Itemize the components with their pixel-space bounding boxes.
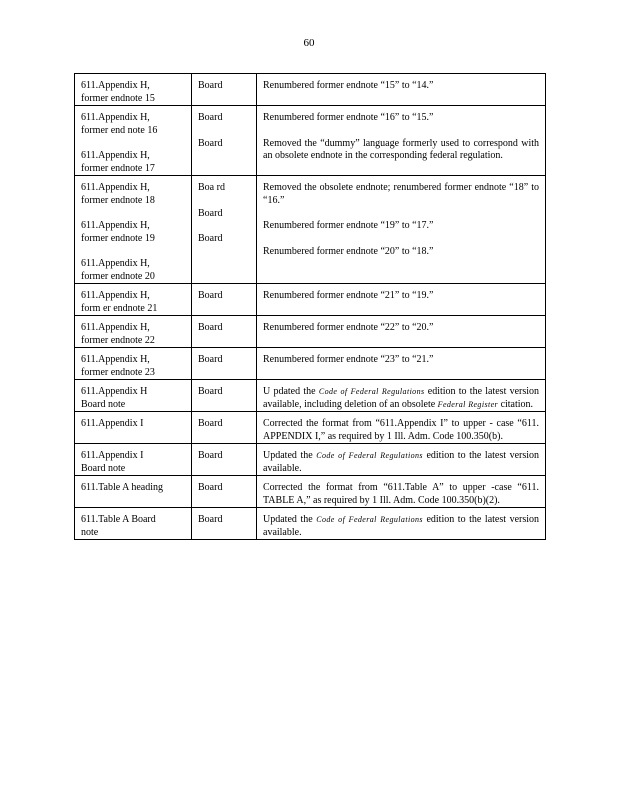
changes-table bbox=[74, 73, 546, 540]
change-source: Board bbox=[198, 233, 223, 244]
description-text: Renumbered former endnote “19” to “17.” bbox=[263, 220, 434, 231]
table-row bbox=[75, 106, 546, 176]
description-text: Updated the bbox=[263, 450, 317, 461]
change-source: Board bbox=[198, 482, 223, 493]
change-description bbox=[263, 482, 539, 507]
description-cell bbox=[257, 348, 546, 380]
change-source: Board bbox=[198, 137, 223, 149]
section-cell bbox=[75, 316, 192, 348]
section-cell bbox=[75, 380, 192, 412]
table-row bbox=[75, 412, 546, 444]
description-cell bbox=[257, 176, 546, 284]
description-text: Renumbered former endnote “21” to “19.” bbox=[263, 290, 434, 301]
table-row bbox=[75, 176, 546, 284]
section-reference: 611.Appendix H, form er endnote 21 bbox=[81, 290, 158, 314]
source-cell bbox=[192, 444, 257, 476]
description-text: Removed the obsolete endnote; renumbered former endnote “18” to “16.” bbox=[263, 182, 539, 206]
description-cell bbox=[257, 444, 546, 476]
description-text: edition to the latest version available, including deletion of an obsolete bbox=[263, 386, 540, 410]
change-source: Board bbox=[198, 514, 223, 525]
description-text: Removed the “dummy” language formerly used to correspond with an obsolete endnote in the corresponding federal regulation. bbox=[263, 137, 539, 161]
citation-title: Code of Federal Regulations bbox=[316, 515, 423, 524]
table-row bbox=[75, 348, 546, 380]
citation-title: Federal Register bbox=[437, 399, 499, 409]
section-reference: 611.Appendix H, former endnote 17 bbox=[81, 150, 155, 174]
source-cell bbox=[192, 412, 257, 444]
change-source: Board bbox=[198, 418, 223, 429]
description-text: Renumbered former endnote “22” to “20.” bbox=[263, 322, 434, 333]
section-reference: 611.Appendix H Board note bbox=[81, 386, 148, 410]
change-description bbox=[263, 322, 539, 335]
section-reference: 611.Table A Board note bbox=[81, 514, 156, 538]
section-cell bbox=[75, 508, 192, 540]
source-cell bbox=[192, 380, 257, 412]
description-text: edition to the latest version available. bbox=[263, 514, 540, 538]
source-cell bbox=[192, 348, 257, 380]
section-cell bbox=[75, 74, 192, 106]
description-cell bbox=[257, 106, 546, 176]
change-description bbox=[263, 386, 539, 411]
description-cell bbox=[257, 284, 546, 316]
description-cell bbox=[257, 476, 546, 508]
change-source: Boa rd bbox=[198, 182, 225, 193]
description-text: Corrected the format from “611.Table A” to upper -case “611. TABLE A,” as required by 1 Ill. Adm. Code 100.350(b)(2). bbox=[263, 482, 539, 506]
change-description bbox=[263, 112, 539, 125]
table-row bbox=[75, 74, 546, 106]
change-source: Board bbox=[198, 354, 223, 365]
source-cell bbox=[192, 476, 257, 508]
description-text: Updated the bbox=[263, 514, 317, 525]
description-text: Corrected the format from “611.Appendix I” to upper - case “611. APPENDIX I,” as required by 1 Ill. Adm. Code 100.350(b). bbox=[263, 418, 539, 442]
table-row bbox=[75, 476, 546, 508]
section-cell bbox=[75, 444, 192, 476]
citation-title: Code of Federal Regulations bbox=[316, 451, 423, 460]
change-description bbox=[263, 290, 539, 303]
change-source: Board bbox=[198, 80, 223, 91]
description-text: Renumbered former endnote “16” to “15.” bbox=[263, 112, 434, 123]
section-cell bbox=[75, 348, 192, 380]
change-description bbox=[263, 514, 539, 539]
section-cell bbox=[75, 284, 192, 316]
section-reference: 611.Appendix H, former end note 16 bbox=[81, 112, 158, 136]
section-reference: 611.Appendix H, former endnote 20 bbox=[81, 258, 155, 282]
source-cell bbox=[192, 74, 257, 106]
description-text: Renumbered former endnote “23” to “21.” bbox=[263, 354, 434, 365]
source-cell bbox=[192, 176, 257, 284]
change-description bbox=[263, 354, 539, 367]
change-source: Board bbox=[198, 450, 223, 461]
change-source: Board bbox=[198, 112, 223, 123]
change-source: Board bbox=[198, 386, 223, 397]
table-row bbox=[75, 380, 546, 412]
change-description bbox=[263, 138, 539, 163]
source-cell bbox=[192, 106, 257, 176]
description-cell bbox=[257, 508, 546, 540]
section-reference: 611.Table A heading bbox=[81, 482, 163, 493]
section-reference: 611.Appendix H, former endnote 23 bbox=[81, 354, 155, 378]
source-cell bbox=[192, 284, 257, 316]
description-text: U pdated the bbox=[263, 386, 319, 397]
change-description bbox=[263, 220, 539, 233]
section-reference: 611.Appendix I Board note bbox=[81, 450, 144, 474]
description-cell bbox=[257, 316, 546, 348]
section-cell bbox=[75, 106, 192, 176]
citation-title: Code of Federal Regulations bbox=[318, 387, 425, 396]
change-source: Board bbox=[198, 290, 223, 301]
change-source: Board bbox=[198, 322, 223, 333]
change-description bbox=[263, 80, 539, 93]
description-text: Renumbered former endnote “20” to “18.” bbox=[263, 245, 434, 257]
description-text: citation. bbox=[498, 398, 534, 410]
section-reference: 611.Appendix H, former endnote 18 bbox=[81, 182, 155, 206]
section-cell bbox=[75, 176, 192, 284]
section-reference: 611.Appendix I bbox=[81, 418, 144, 429]
page-number: 60 bbox=[303, 37, 315, 49]
description-cell bbox=[257, 412, 546, 444]
section-cell bbox=[75, 412, 192, 444]
section-reference: 611.Appendix H, former endnote 22 bbox=[81, 322, 155, 346]
description-text: Renumbered former endnote “15” to “14.” bbox=[263, 80, 434, 91]
change-description bbox=[263, 418, 539, 443]
change-description bbox=[263, 450, 539, 475]
section-reference: 611.Appendix H, former endnote 19 bbox=[81, 220, 155, 244]
changes-table-body bbox=[75, 74, 546, 540]
description-cell bbox=[257, 380, 546, 412]
description-cell bbox=[257, 74, 546, 106]
table-row bbox=[75, 284, 546, 316]
table-row bbox=[75, 444, 546, 476]
section-cell bbox=[75, 476, 192, 508]
change-description bbox=[263, 182, 539, 207]
table-row bbox=[75, 316, 546, 348]
section-reference: 611.Appendix H, former endnote 15 bbox=[81, 80, 155, 104]
change-source: Board bbox=[198, 207, 223, 219]
source-cell bbox=[192, 508, 257, 540]
table-row bbox=[75, 508, 546, 540]
description-text: edition to the latest version available. bbox=[263, 450, 540, 474]
source-cell bbox=[192, 316, 257, 348]
change-description bbox=[263, 246, 539, 259]
